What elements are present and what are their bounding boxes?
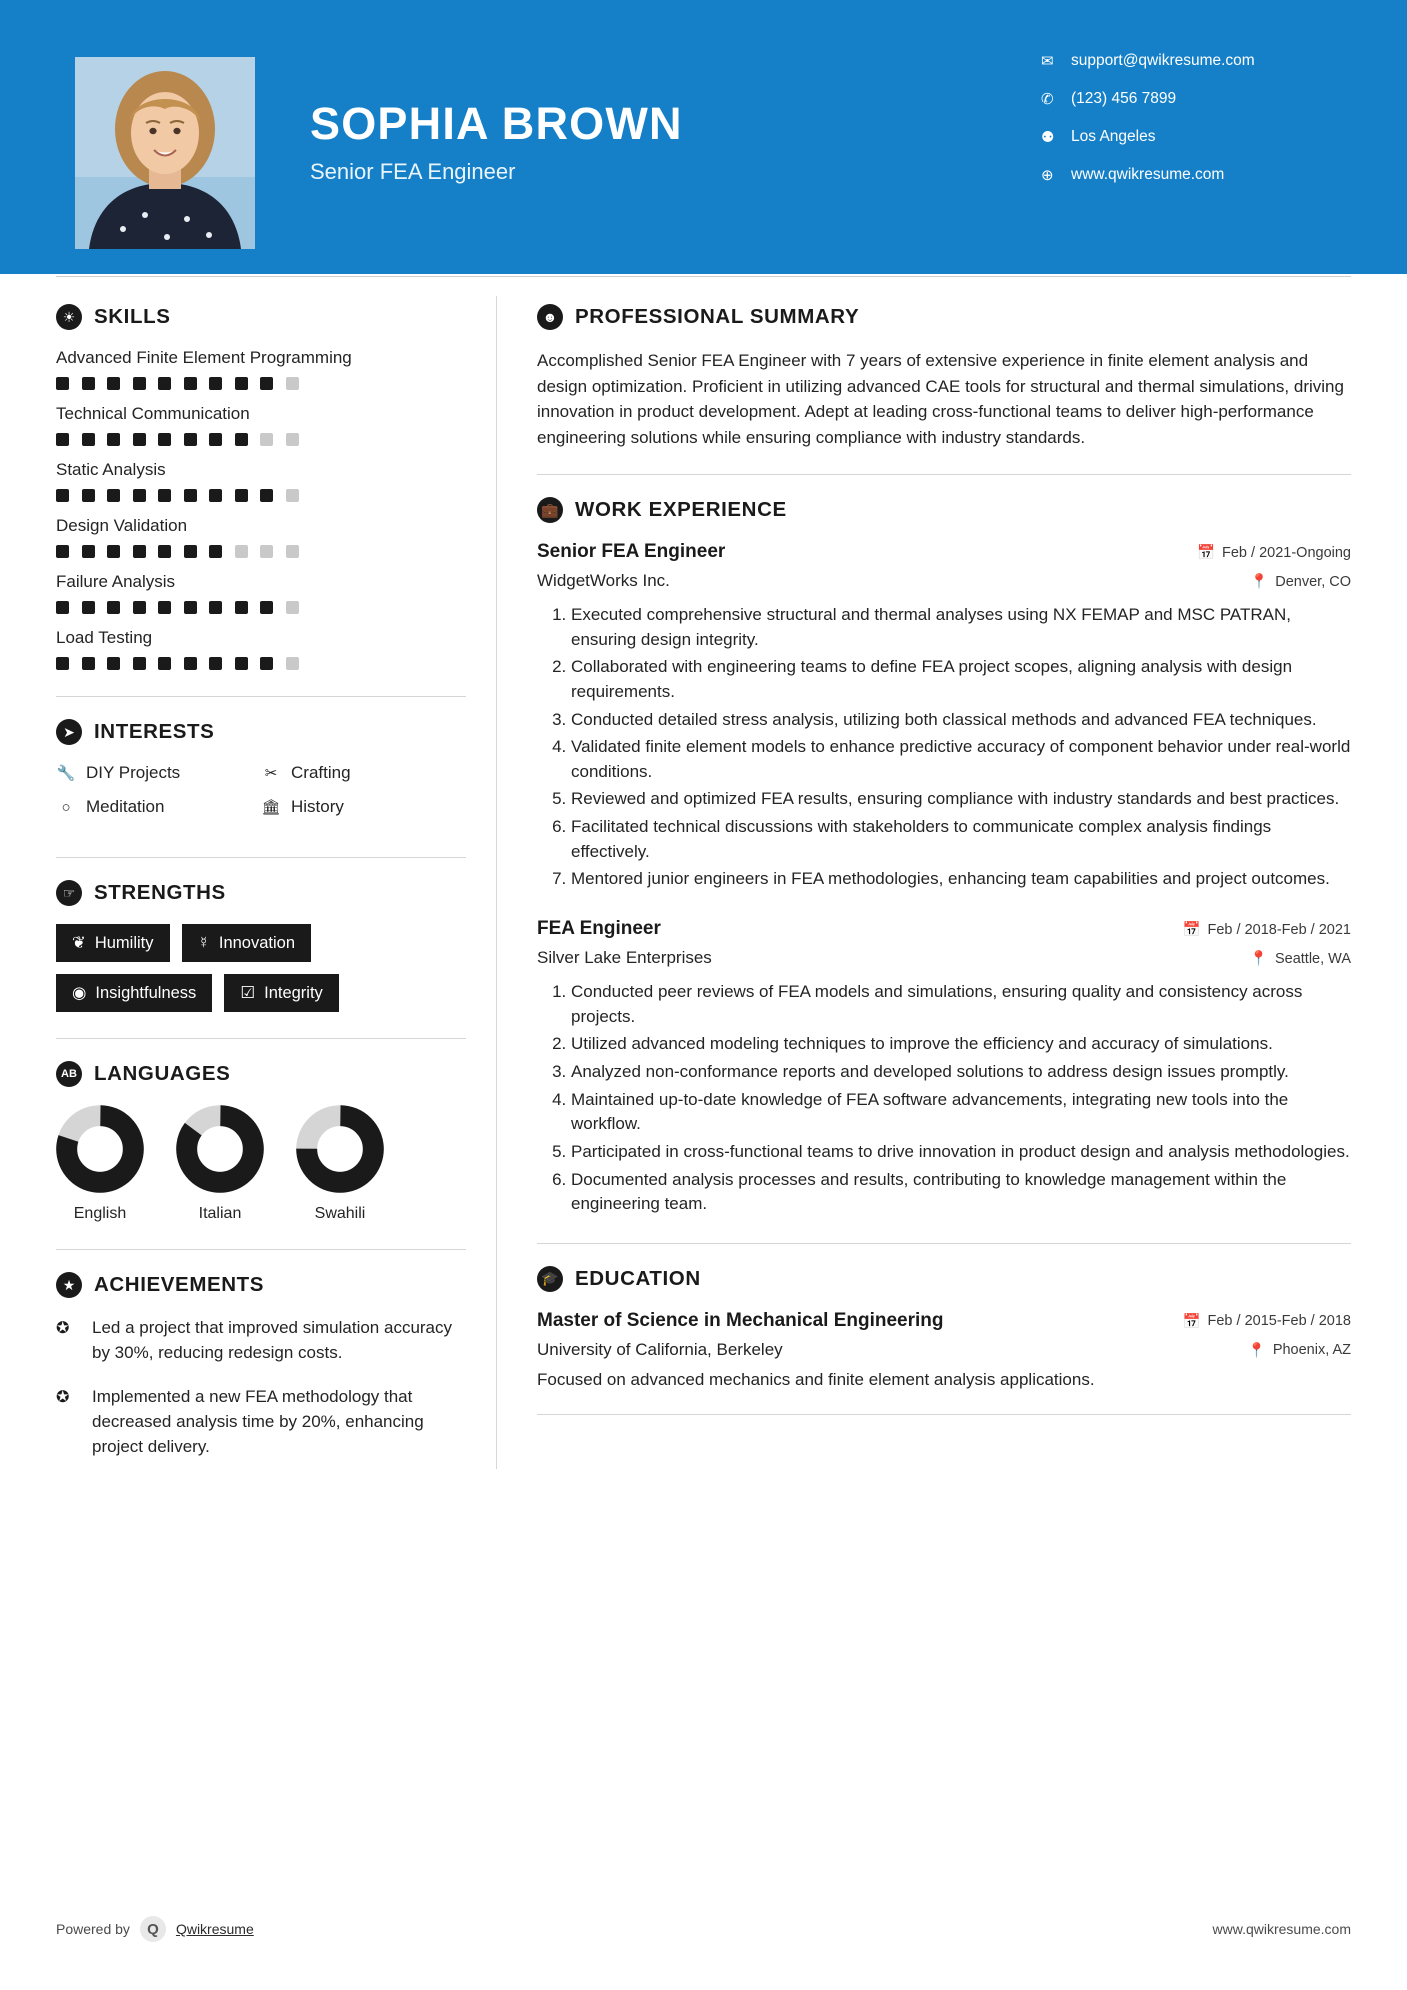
- bulb-icon: ☿: [197, 933, 210, 952]
- circle-icon: ○: [61, 798, 71, 816]
- education-degree: Master of Science in Mechanical Engineering: [537, 1309, 944, 1331]
- contact-email-text: support@qwikresume.com: [1071, 52, 1255, 69]
- bank-icon: 🏛: [261, 799, 281, 816]
- strength-label: Insightfulness: [95, 983, 197, 1002]
- check-square-icon: ☑: [240, 984, 256, 1002]
- interest-item: [56, 797, 261, 817]
- calendar-icon: 📅: [1182, 922, 1201, 939]
- job-company: Silver Lake Enterprises: [537, 948, 712, 968]
- powered-by-label: Powered by: [56, 1921, 130, 1937]
- interest-item: [261, 797, 466, 817]
- language-name: Swahili: [314, 1205, 366, 1222]
- contact-website-text: www.qwikresume.com: [1071, 166, 1225, 183]
- job-location-wrap: [1250, 573, 1351, 590]
- job-bullet: 7. Mentored junior engineers in FEA methodologies, enhancing team capabilities and project outcomes.: [571, 867, 1351, 892]
- education-dates: Feb / 2015-Feb / 2018: [1207, 1313, 1351, 1330]
- job-bullet: 1. Conducted peer reviews of FEA models and simulations, ensuring quality and consistency across projects.: [571, 980, 1351, 1029]
- job-bullet: 3. Conducted detailed stress analysis, utilizing both classical methods and advanced FEA techniques.: [571, 708, 1351, 733]
- contact-list: [1041, 52, 1351, 204]
- globe-icon: ⊕: [1041, 167, 1054, 184]
- job-bullet: 4. Maintained up-to-date knowledge of FEA software advancements, integrating new tools into the workflow.: [571, 1088, 1351, 1137]
- section-header-summary: [537, 304, 1351, 330]
- job-bullet: 1. Executed comprehensive structural and thermal analyses using NX FEMAP and MSC PATRAN, ensuring design integrity.: [571, 603, 1351, 652]
- education-description: Focused on advanced mechanics and finite element analysis applications.: [537, 1369, 1095, 1389]
- education-dates-wrap: [1182, 1313, 1351, 1330]
- donut-chart-italian: [176, 1105, 264, 1193]
- section-title-languages: LANGUAGES: [94, 1062, 231, 1085]
- section-header-achievements: [56, 1272, 466, 1298]
- lightbulb-icon: ☀: [56, 304, 82, 330]
- job-location: Denver, CO: [1275, 573, 1351, 590]
- job-dates-wrap: [1182, 921, 1351, 938]
- star-badge-icon: ★: [56, 1272, 82, 1298]
- section-header-skills: [56, 304, 466, 330]
- paper-plane-icon: ➤: [56, 719, 82, 745]
- job-location: Seattle, WA: [1274, 950, 1351, 967]
- skill-name: Technical Communication: [56, 404, 250, 423]
- skill-rating: [56, 377, 466, 390]
- sidebar-divider: [56, 1038, 466, 1039]
- skill-name: Design Validation: [56, 516, 188, 535]
- job-bullet: 2. Utilized advanced modeling techniques to improve the efficiency and accuracy of simulations.: [571, 1032, 1351, 1057]
- skill-rating: [56, 545, 466, 558]
- graduation-icon: 🎓: [537, 1266, 563, 1292]
- section-header-education: [537, 1266, 1351, 1292]
- sidebar-divider: [56, 1249, 466, 1250]
- strength-chip: [182, 924, 312, 962]
- job-location-wrap: [1250, 950, 1351, 967]
- footer-website: www.qwikresume.com: [1212, 1921, 1351, 1937]
- section-title-achievements: ACHIEVEMENTS: [94, 1273, 265, 1296]
- abc-icon: AB: [56, 1061, 82, 1087]
- location-pin-icon: ⚉: [1041, 129, 1055, 146]
- interest-label: DIY Projects: [86, 763, 181, 782]
- work-entry: [537, 918, 1351, 1217]
- interests-list: [56, 763, 466, 831]
- section-title-interests: INTERESTS: [94, 720, 215, 743]
- star-flag-icon: ✪: [56, 1389, 70, 1407]
- education-location: Phoenix, AZ: [1272, 1342, 1351, 1359]
- skill-item: [56, 460, 466, 502]
- skill-rating: [56, 433, 466, 446]
- skill-item: [56, 628, 466, 670]
- strength-label: Humility: [94, 933, 154, 952]
- job-company: WidgetWorks Inc.: [537, 571, 670, 590]
- job-dates: Feb / 2018-Feb / 2021: [1207, 921, 1351, 938]
- location-pin-icon: 📍: [1250, 574, 1269, 590]
- education-entry: [537, 1310, 1351, 1390]
- job-bullet: 5. Reviewed and optimized FEA results, ensuring compliance with industry standards and best practices.: [571, 787, 1351, 812]
- contact-location-text: Los Angeles: [1071, 128, 1156, 145]
- interest-label: Crafting: [291, 763, 351, 782]
- education-school: University of California, Berkeley: [537, 1339, 783, 1359]
- star-flag-icon: ✪: [56, 1320, 70, 1337]
- fist-icon: ☞: [56, 880, 82, 906]
- job-bullet: 6. Documented analysis processes and results, contributing to knowledge management within the engineering team.: [571, 1168, 1351, 1217]
- contact-location: [1041, 128, 1351, 146]
- job-dates-wrap: [1197, 544, 1351, 561]
- section-title-education: EDUCATION: [575, 1266, 701, 1290]
- section-title-skills: SKILLS: [94, 305, 171, 328]
- envelope-icon: ✉: [1041, 53, 1054, 70]
- language-item: [176, 1105, 264, 1223]
- contact-phone[interactable]: [1041, 90, 1351, 108]
- avatar-illustration: [75, 57, 255, 249]
- section-header-interests: [56, 719, 466, 745]
- contact-email[interactable]: [1041, 52, 1351, 70]
- skill-item: [56, 404, 466, 446]
- donut-chart-swahili: [296, 1105, 384, 1193]
- resume-header: [0, 0, 1407, 274]
- skill-rating: [56, 489, 466, 502]
- job-bullet: 5. Participated in cross-functional teams to drive innovation in product design and analysis methodologies.: [571, 1140, 1351, 1165]
- interest-label: History: [291, 797, 344, 816]
- skill-rating: [56, 657, 466, 670]
- leaf-icon: ❦: [72, 934, 86, 952]
- language-item: [56, 1105, 144, 1223]
- wrench-icon: 🔧: [56, 765, 76, 782]
- job-bullet: 3. Analyzed non-conformance reports and developed solutions to address design issues promptly.: [571, 1060, 1351, 1085]
- briefcase-icon: 💼: [537, 497, 563, 523]
- achievement-text: Led a project that improved simulation accuracy by 30%, reducing redesign costs.: [92, 1318, 453, 1362]
- skill-item: [56, 516, 466, 558]
- contact-phone-text: (123) 456 7899: [1071, 90, 1177, 107]
- skill-name: Failure Analysis: [56, 572, 176, 591]
- job-dates: Feb / 2021-Ongoing: [1222, 544, 1351, 561]
- name-block: [310, 100, 683, 185]
- location-pin-icon: 📍: [1249, 951, 1268, 968]
- main-divider: [537, 1243, 1351, 1244]
- phone-icon: ✆: [1041, 91, 1054, 108]
- strength-label: Integrity: [264, 983, 323, 1002]
- skill-name: Load Testing: [56, 628, 153, 647]
- section-title-summary: PROFESSIONAL SUMMARY: [575, 305, 860, 328]
- sidebar-divider: [56, 857, 466, 858]
- strengths-list: [56, 924, 466, 1012]
- job-position: FEA Engineer: [537, 918, 661, 940]
- achievement-item: [56, 1316, 466, 1365]
- job-bullet: 6. Facilitated technical discussions with stakeholders to communicate complex analysis findings effectively.: [571, 815, 1351, 864]
- skill-name: Static Analysis: [56, 460, 166, 479]
- section-header-strengths: [56, 880, 466, 906]
- strength-label: Innovation: [218, 933, 296, 952]
- summary-text: Accomplished Senior FEA Engineer with 7 years of extensive experience in finite element analysis and design optimization. Proficient in utilizing advanced CAE tools for structural and thermal simulations, driving innovation in product development. Adept at leading cross-functional teams to deliver high-performance engineering solutions while ensuring compliance with industry standards.: [537, 351, 1344, 447]
- sidebar: [56, 274, 496, 1479]
- person-icon: ☻: [537, 304, 563, 330]
- job-bullet: 4. Validated finite element models to enhance predictive accuracy of component behavior under real-world conditions.: [571, 735, 1351, 784]
- job-position: Senior FEA Engineer: [537, 541, 726, 562]
- job-bullets: [571, 603, 1351, 892]
- donut-chart-english: [56, 1105, 144, 1193]
- strength-chip: [56, 924, 170, 962]
- sidebar-divider: [56, 696, 466, 697]
- avatar: [75, 57, 255, 249]
- main-divider: [537, 474, 1351, 475]
- skill-item: [56, 572, 466, 614]
- skill-rating: [56, 601, 466, 614]
- main-content: [497, 274, 1351, 1479]
- location-pin-icon: 📍: [1247, 1342, 1266, 1359]
- candidate-job-title: Senior FEA Engineer: [310, 159, 516, 185]
- strength-chip: [224, 974, 339, 1012]
- scissors-icon: ✂: [264, 765, 278, 782]
- qwikresume-link[interactable]: Qwikresume: [175, 1921, 254, 1937]
- main-divider: [537, 1414, 1351, 1415]
- interest-item: [56, 763, 261, 783]
- calendar-icon: 📅: [1182, 1313, 1201, 1330]
- language-item: [296, 1105, 384, 1223]
- section-title-work: WORK EXPERIENCE: [575, 498, 787, 521]
- education-location-wrap: [1248, 1342, 1351, 1359]
- language-name: Italian: [198, 1205, 242, 1222]
- languages-list: [56, 1105, 466, 1223]
- skill-name: Advanced Finite Element Programming: [56, 348, 352, 367]
- resume-body: [0, 274, 1407, 1479]
- interest-label: Meditation: [86, 797, 165, 816]
- work-entry: [537, 541, 1351, 892]
- calendar-icon: 📅: [1196, 545, 1216, 561]
- strength-chip: [56, 974, 212, 1012]
- achievement-text: Implemented a new FEA methodology that decreased analysis time by 20%, enhancing project delivery.: [92, 1387, 424, 1456]
- language-name: English: [73, 1205, 127, 1222]
- section-header-languages: [56, 1061, 466, 1087]
- footer-branding: [56, 1916, 254, 1942]
- job-bullet: 2. Collaborated with engineering teams to define FEA project scopes, aligning analysis with design requirements.: [571, 655, 1351, 704]
- job-bullets: [571, 980, 1351, 1217]
- candidate-name: SOPHIA BROWN: [310, 98, 683, 149]
- section-header-work: [537, 497, 1351, 523]
- skill-item: [56, 348, 466, 390]
- footer: [56, 1916, 1351, 1942]
- contact-website[interactable]: [1041, 166, 1351, 184]
- section-title-strengths: STRENGTHS: [94, 881, 226, 904]
- eye-icon: ◉: [72, 984, 87, 1002]
- achievement-item: [56, 1385, 466, 1459]
- interest-item: [261, 763, 466, 783]
- qwikresume-logo-icon: Q: [140, 1916, 166, 1942]
